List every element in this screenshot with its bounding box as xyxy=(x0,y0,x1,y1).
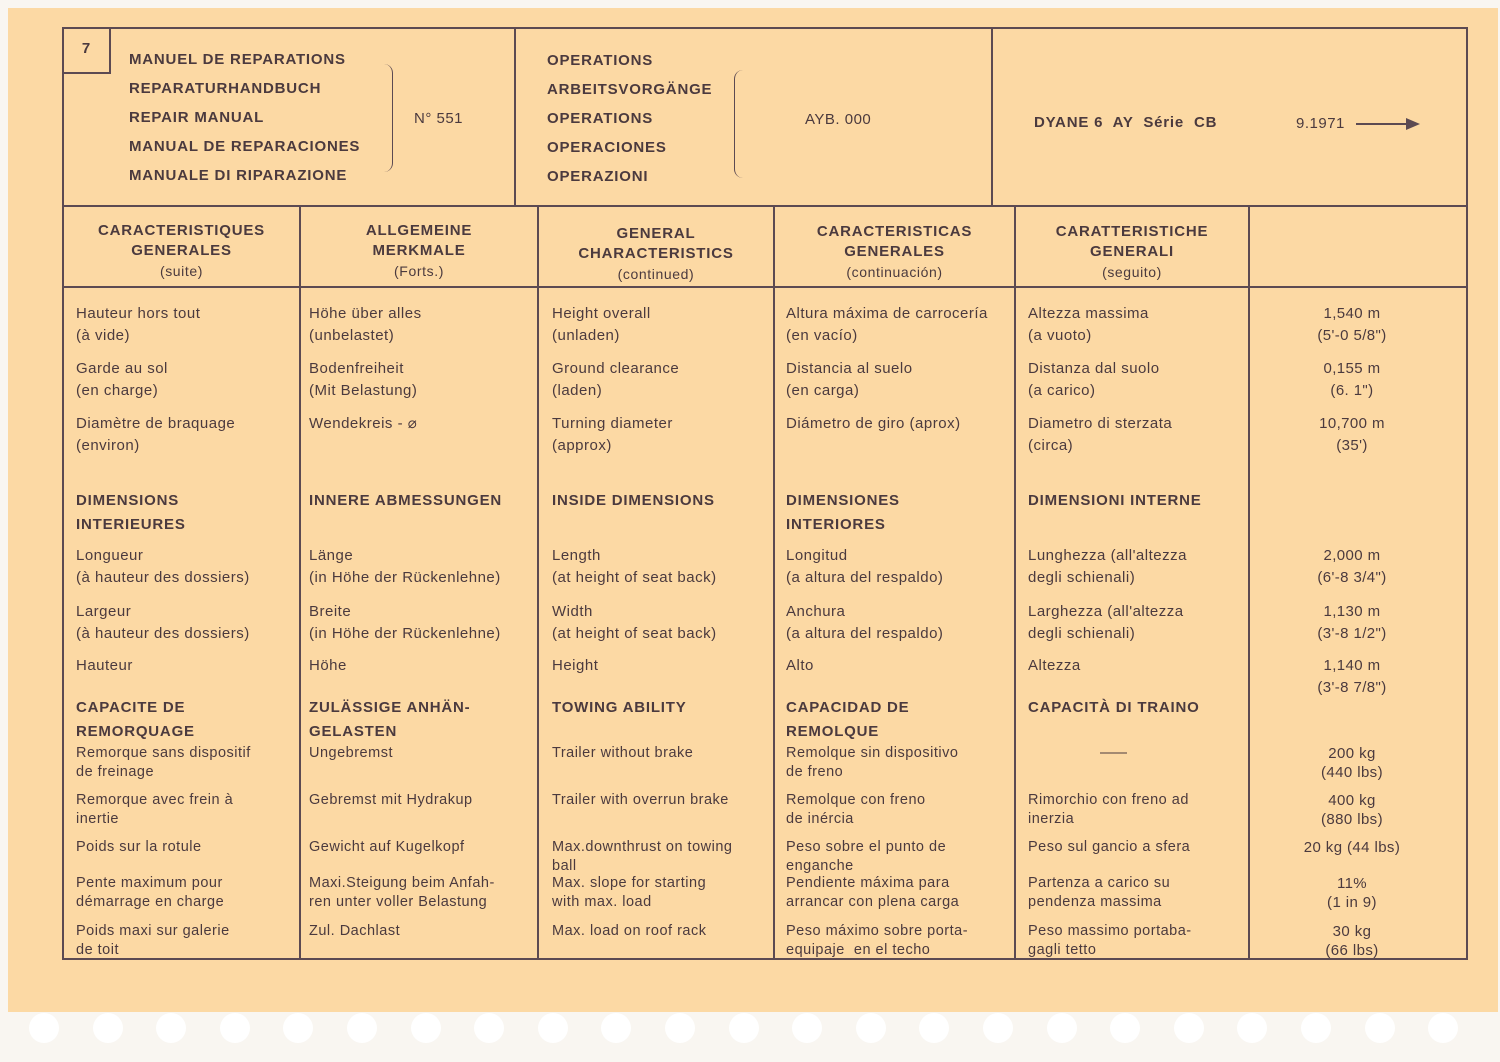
column-header-de xyxy=(301,221,537,281)
cell-es-12: Peso máximo sobre porta- equipaje en el techo xyxy=(786,923,969,958)
operation-brace xyxy=(734,70,743,178)
value-12: 30 kg (66 lbs) xyxy=(1325,923,1379,959)
page-number: 7 xyxy=(63,28,111,74)
cell-de-7: ZULÄSSIGE ANHÄN- GELASTEN xyxy=(309,699,471,740)
cell-de-11: Maxi.Steigung beim Anfah- ren unter voller Belastung xyxy=(309,875,495,910)
binder-hole xyxy=(1365,1013,1395,1043)
cell-fr-0: Hauteur hors tout (à vide) xyxy=(76,305,201,344)
binder-hole xyxy=(729,1013,759,1043)
cell-de-8: Ungebremst xyxy=(309,745,393,761)
cell-fr-12: Poids maxi sur galerie de toit xyxy=(76,923,230,958)
cell-en-3: INSIDE DIMENSIONS xyxy=(552,492,715,509)
binder-hole xyxy=(1174,1013,1204,1043)
cell-de-4: Länge (in Höhe der Rückenlehne) xyxy=(309,547,501,586)
binder-hole xyxy=(220,1013,250,1043)
column-subtitle-de: (Forts.) xyxy=(394,263,444,279)
cell-it-6: Altezza xyxy=(1028,657,1081,674)
column-title-fr: CARACTERISTIQUES GENERALES xyxy=(98,222,265,259)
operation-title-es: OPERACIONES xyxy=(547,139,667,156)
cell-es-3: DIMENSIONES INTERIORES xyxy=(786,492,900,533)
column-rule-4 xyxy=(1014,205,1016,960)
operation-code: AYB. 000 xyxy=(805,111,872,128)
cell-it-3: DIMENSIONI INTERNE xyxy=(1028,492,1202,509)
cell-en-7: TOWING ABILITY xyxy=(552,699,687,716)
cell-it-12: Peso massimo portaba- gagli tetto xyxy=(1028,923,1192,958)
cell-de-9: Gebremst mit Hydrakup xyxy=(309,792,473,808)
cell-es-10: Peso sobre el punto de enganche xyxy=(786,839,947,874)
cell-fr-7: CAPACITE DE REMORQUAGE xyxy=(76,699,195,740)
column-rule-1 xyxy=(299,205,301,960)
value-9: 400 kg (880 lbs) xyxy=(1321,792,1383,828)
cell-fr-8: Remorque sans dispositif de freinage xyxy=(76,745,251,780)
cell-fr-1: Garde au sol (en charge) xyxy=(76,360,168,399)
cell-es-0: Altura máxima de carrocería (en vacío) xyxy=(786,305,988,344)
cell-en-5: Width (at height of seat back) xyxy=(552,603,717,642)
cell-it-7: CAPACITÀ DI TRAINO xyxy=(1028,699,1200,716)
cell-it-0: Altezza massima (a vuoto) xyxy=(1028,305,1149,344)
arrow-right-icon xyxy=(1356,117,1420,131)
manual-number: N° 551 xyxy=(414,110,464,127)
column-header-fr xyxy=(64,221,299,281)
binder-hole xyxy=(1428,1013,1458,1043)
cell-en-8: Trailer without brake xyxy=(552,745,694,761)
cell-de-5: Breite (in Höhe der Rückenlehne) xyxy=(309,603,501,642)
binder-hole xyxy=(1301,1013,1331,1043)
cell-de-12: Zul. Dachlast xyxy=(309,923,401,939)
cell-de-0: Höhe über alles (unbelastet) xyxy=(309,305,422,344)
cell-it-11: Partenza a carico su pendenza massima xyxy=(1028,875,1171,910)
cell-fr-9: Remorque avec frein à inertie xyxy=(76,792,234,827)
value-5: 1,130 m (3'-8 1/2") xyxy=(1317,603,1387,642)
cell-it-1: Distanza dal suolo (a carico) xyxy=(1028,360,1160,399)
cell-es-7: CAPACIDAD DE REMOLQUE xyxy=(786,699,910,740)
column-subtitle-it: (seguito) xyxy=(1102,264,1162,280)
binder-hole xyxy=(601,1013,631,1043)
column-title-it: CARATTERISTICHE GENERALI xyxy=(1055,223,1209,260)
binder-hole xyxy=(156,1013,186,1043)
cell-en-0: Height overall (unladen) xyxy=(552,305,651,344)
cell-fr-6: Hauteur xyxy=(76,657,133,674)
manual-brace xyxy=(384,64,393,172)
cell-de-6: Höhe xyxy=(309,657,347,674)
column-title-es: CARACTERISTICAS GENERALES xyxy=(816,223,973,260)
column-header-divider xyxy=(62,286,1468,288)
cell-es-1: Distancia al suelo (en carga) xyxy=(786,360,913,399)
cell-en-4: Length (at height of seat back) xyxy=(552,547,717,586)
header-divider xyxy=(62,205,1468,207)
cell-en-9: Trailer with overrun brake xyxy=(552,792,729,808)
cell-es-9: Remolque con freno de inércia xyxy=(786,792,926,827)
cell-fr-5: Largeur (à hauteur des dossiers) xyxy=(76,603,250,642)
value-8: 200 kg (440 lbs) xyxy=(1321,745,1383,781)
binder-hole xyxy=(29,1013,59,1043)
cell-es-5: Anchura (a altura del respaldo) xyxy=(786,603,944,642)
cell-es-6: Alto xyxy=(786,657,814,674)
cell-en-6: Height xyxy=(552,657,599,674)
manual-title-it: MANUALE DI RIPARAZIONE xyxy=(129,167,348,184)
binder-hole xyxy=(1047,1013,1077,1043)
value-10: 20 kg (44 lbs) xyxy=(1303,839,1401,856)
cell-es-4: Longitud (a altura del respaldo) xyxy=(786,547,944,586)
cell-fr-10: Poids sur la rotule xyxy=(76,839,202,855)
column-header-en xyxy=(539,224,773,284)
column-subtitle-fr: (suite) xyxy=(159,263,204,279)
header-rule-2 xyxy=(991,27,993,205)
column-title-en: GENERAL CHARACTERISTICS xyxy=(578,225,734,262)
manual-title-es: MANUAL DE REPARACIONES xyxy=(129,138,361,155)
cell-en-10: Max.downthrust on towing ball xyxy=(552,839,733,874)
cell-it-2: Diametro di sterzata (circa) xyxy=(1028,415,1173,454)
column-rule-5 xyxy=(1248,205,1250,960)
operation-title-de: ARBEITSVORGÄNGE xyxy=(547,81,713,98)
cell-en-2: Turning diameter (approx) xyxy=(552,415,673,454)
value-4: 2,000 m (6'-8 3/4") xyxy=(1317,547,1387,586)
value-0: 1,540 m (5'-0 5/8") xyxy=(1317,305,1387,344)
cell-it-10: Peso sul gancio a sfera xyxy=(1028,839,1191,855)
value-11: 11% (1 in 9) xyxy=(1327,875,1377,911)
column-subtitle-es: (continuación) xyxy=(846,264,943,280)
header-rule-1 xyxy=(514,27,516,205)
value-1: 0,155 m (6. 1") xyxy=(1323,360,1381,399)
cell-es-2: Diámetro de giro (aprox) xyxy=(786,415,961,432)
cell-de-2: Wendekreis - ⌀ xyxy=(309,415,418,432)
cell-en-1: Ground clearance (laden) xyxy=(552,360,680,399)
cell-de-1: Bodenfreiheit (Mit Belastung) xyxy=(309,360,418,399)
cell-en-12: Max. load on roof rack xyxy=(552,923,707,939)
cell-fr-2: Diamètre de braquage (environ) xyxy=(76,415,236,454)
cell-de-10: Gewicht auf Kugelkopf xyxy=(309,839,465,855)
manual-title-en: REPAIR MANUAL xyxy=(129,109,265,126)
cell-fr-4: Longueur (à hauteur des dossiers) xyxy=(76,547,250,586)
cell-es-8: Remolque sin dispositivo de freno xyxy=(786,745,959,780)
cell-fr-3: DIMENSIONS INTERIEURES xyxy=(76,492,186,533)
binder-hole xyxy=(1237,1013,1267,1043)
operation-title-fr: OPERATIONS xyxy=(547,52,654,69)
column-subtitle-en: (continued) xyxy=(617,266,695,282)
operation-title-en: OPERATIONS xyxy=(547,110,654,127)
binder-hole xyxy=(538,1013,568,1043)
cell-es-11: Pendiente máxima para arrancar con plena carga xyxy=(786,875,960,910)
binder-hole xyxy=(283,1013,313,1043)
binder-hole xyxy=(792,1013,822,1043)
binder-hole xyxy=(474,1013,504,1043)
edition-date: 9.1971 xyxy=(1296,115,1345,132)
cell-en-11: Max. slope for starting with max. load xyxy=(552,875,707,910)
binder-hole xyxy=(1110,1013,1140,1043)
cell-it-8: —— xyxy=(1100,745,1125,761)
binder-hole xyxy=(919,1013,949,1043)
binder-hole xyxy=(856,1013,886,1043)
column-title-de: ALLGEMEINE MERKMALE xyxy=(365,222,473,259)
binder-hole xyxy=(983,1013,1013,1043)
column-header-it xyxy=(1016,222,1248,282)
column-rule-3 xyxy=(773,205,775,960)
column-rule-2 xyxy=(537,205,539,960)
manual-title-fr: MANUEL DE REPARATIONS xyxy=(129,51,346,68)
cell-it-9: Rimorchio con freno ad inerzia xyxy=(1028,792,1189,827)
vehicle-model: DYANE 6 AY Série CB xyxy=(1034,114,1218,131)
binder-hole xyxy=(411,1013,441,1043)
binder-hole xyxy=(665,1013,695,1043)
column-header-es xyxy=(775,222,1014,282)
cell-it-5: Larghezza (all'altezza degli schienali) xyxy=(1028,603,1184,642)
cell-it-4: Lunghezza (all'altezza degli schienali) xyxy=(1028,547,1187,586)
value-2: 10,700 m (35') xyxy=(1319,415,1385,454)
value-6: 1,140 m (3'-8 7/8") xyxy=(1317,657,1387,696)
manual-title-de: REPARATURHANDBUCH xyxy=(129,80,322,97)
binder-hole xyxy=(347,1013,377,1043)
cell-fr-11: Pente maximum pour démarrage en charge xyxy=(76,875,225,910)
binder-hole xyxy=(93,1013,123,1043)
cell-de-3: INNERE ABMESSUNGEN xyxy=(309,492,503,509)
operation-title-it: OPERAZIONI xyxy=(547,168,649,185)
